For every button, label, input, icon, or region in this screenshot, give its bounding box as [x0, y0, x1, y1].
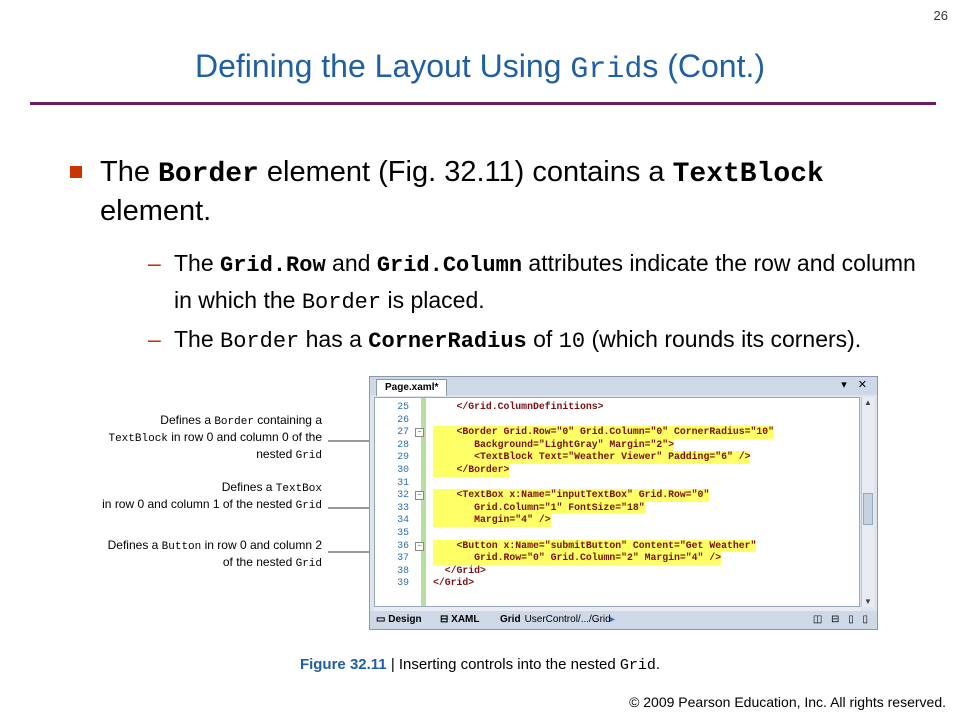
code-line[interactable] — [375, 527, 859, 540]
callout-code: Border — [214, 416, 254, 428]
callout-code: TextBox — [275, 483, 322, 495]
callout-text: Defines a — [160, 413, 215, 427]
code-line[interactable] — [375, 439, 859, 452]
bullet-code-run: TextBlock — [672, 159, 824, 190]
sub-code-run: CornerRadius — [368, 329, 527, 354]
code-line[interactable] — [375, 464, 859, 477]
bullet-text — [100, 154, 920, 229]
line-number: 34 — [397, 514, 409, 526]
bullet-text-run: element. — [100, 195, 212, 227]
scroll-thumb[interactable] — [863, 493, 873, 525]
editor-status-bar — [370, 611, 877, 629]
sub-text-run: attributes indicate the row and column in which the — [174, 250, 916, 313]
line-number: 39 — [397, 577, 409, 589]
callout-text: in row 0 and column 2 of the nested — [201, 538, 322, 569]
editor-tab-bar — [370, 377, 877, 395]
sub-code-run: Grid.Column — [376, 253, 523, 278]
scroll-down-icon[interactable]: ▼ — [864, 597, 872, 606]
line-number: 27 — [397, 426, 409, 438]
code-line[interactable] — [375, 401, 859, 414]
line-number: 26 — [397, 413, 409, 425]
fold-toggle-icon[interactable]: − — [415, 542, 424, 551]
callout-code: Button — [161, 541, 202, 553]
code-text: Margin="4" /> — [433, 514, 551, 526]
bullet-text-run: element (Fig. 32.11) contains a — [258, 156, 673, 188]
callout-textbox — [100, 480, 322, 514]
caption-code: Grid — [619, 657, 656, 674]
code-line[interactable] — [375, 577, 859, 590]
slide-title — [0, 48, 960, 87]
code-line[interactable] — [375, 502, 859, 515]
sub-code-run: 10 — [558, 329, 586, 354]
line-number: 33 — [397, 501, 409, 513]
title-text: Defining the Layout Using — [194, 48, 571, 84]
code-line[interactable] — [375, 414, 859, 427]
code-text: Grid.Column="1" FontSize="18" — [433, 501, 645, 513]
callout-code: TextBlock — [108, 433, 168, 445]
code-line[interactable] — [375, 565, 859, 578]
line-number: 29 — [397, 451, 409, 463]
line-number: 32 — [397, 489, 409, 501]
sub-text-run: of — [526, 326, 559, 352]
callout-text: containing a — [253, 413, 322, 427]
sub-text-run: and — [325, 250, 377, 276]
element-path-current: Grid — [500, 614, 521, 625]
callout-text: Defines a — [221, 480, 276, 494]
code-text: Grid.Row="0" Grid.Column="2" Margin="4" /> — [433, 552, 722, 564]
line-number: 38 — [397, 564, 409, 576]
code-text: <TextBlock Text="Weather Viewer" Padding="6" /> — [433, 451, 751, 463]
code-text: </Border> — [433, 464, 510, 475]
slide-number: 26 — [933, 8, 948, 23]
line-number: 28 — [397, 438, 409, 450]
line-number: 36 — [397, 539, 409, 551]
tab-controls-icon[interactable]: ▾ ✕ — [841, 379, 871, 391]
code-area[interactable] — [374, 397, 860, 607]
callout-code: Grid — [295, 450, 322, 462]
caption-text: | Inserting controls into the nested — [386, 656, 620, 673]
code-line[interactable] — [375, 514, 859, 527]
sub-text-run: has a — [299, 326, 369, 352]
code-text: Background="LightGray" Margin="2"> — [433, 438, 675, 450]
sub-text-run: (which rounds its corners). — [585, 326, 862, 352]
code-text: </Grid> — [433, 577, 475, 589]
fold-toggle-icon[interactable]: − — [415, 491, 424, 500]
sub-bullet-text — [174, 322, 934, 359]
xaml-editor-window — [369, 376, 878, 630]
fold-toggle-icon[interactable]: − — [415, 428, 424, 437]
code-text: </Grid> — [433, 564, 486, 576]
design-tab[interactable]: ▭ Design — [376, 614, 422, 625]
bullet-marker-icon — [70, 166, 82, 178]
code-line[interactable] — [375, 451, 859, 464]
sub-code-run: Grid.Row — [220, 253, 326, 278]
scroll-up-icon[interactable]: ▲ — [864, 398, 872, 407]
sub-bullet-text — [174, 246, 934, 320]
callout-text: in row 0 and column 1 of the nested — [102, 497, 296, 511]
code-line[interactable] — [375, 552, 859, 565]
code-line[interactable] — [375, 489, 859, 502]
line-number: 35 — [397, 527, 409, 538]
line-number: 30 — [397, 464, 409, 475]
sub-code-run: Border — [301, 290, 382, 315]
line-number: 37 — [397, 552, 409, 564]
code-line[interactable] — [375, 426, 859, 439]
element-path-rest: UserControl/.../Grid — [524, 614, 611, 625]
sub-text-run: The — [174, 326, 221, 352]
title-divider — [30, 102, 936, 105]
figure-caption — [0, 656, 960, 674]
dash-marker-icon: – — [148, 250, 161, 276]
sub-code-run: Border — [220, 329, 300, 354]
code-text: <TextBox x:Name="inputTextBox" Grid.Row="0" — [433, 489, 710, 501]
bullet-code-run: Border — [158, 159, 259, 190]
title-text-end: s (Cont.) — [642, 48, 766, 84]
xaml-tab[interactable]: ⊟ XAML — [440, 614, 480, 625]
title-code: Grid — [570, 53, 643, 87]
code-line[interactable] — [375, 540, 859, 553]
dash-marker-icon: – — [148, 326, 161, 352]
code-text: </Grid.ColumnDefinitions> — [433, 401, 604, 412]
copyright-notice: © 2009 Pearson Education, Inc. All rights reserved. — [629, 694, 946, 710]
tab-page-xaml[interactable]: Page.xaml* — [376, 379, 447, 396]
callout-code: Grid — [295, 500, 322, 512]
callout-text: in row 0 and column 0 of the nested — [167, 430, 322, 461]
bullet-text-run: The — [100, 156, 159, 188]
code-line[interactable] — [375, 477, 859, 490]
code-text: <Border Grid.Row="0" Grid.Column="0" CornerRadius="10" — [433, 426, 774, 438]
path-arrow-icon[interactable]: ▸ — [610, 614, 616, 625]
sub-text-run: The — [174, 250, 221, 276]
callout-text: Defines a — [107, 538, 162, 552]
callout-button — [100, 538, 322, 572]
element-path[interactable] — [500, 611, 611, 629]
callout-code: Grid — [295, 558, 322, 570]
vertical-scrollbar[interactable] — [861, 397, 874, 607]
callout-border — [100, 413, 322, 464]
figure-label: Figure 32.11 — [299, 656, 387, 673]
split-view-icons[interactable]: ◫ ⊟ ▯ ▯ — [812, 614, 871, 625]
caption-text-end: . — [655, 656, 661, 673]
code-text: <Button x:Name="submitButton" Content="Get Weather" — [433, 539, 757, 551]
line-number: 25 — [397, 401, 409, 412]
sub-text-run: is placed. — [381, 287, 485, 313]
line-number: 31 — [397, 476, 409, 488]
